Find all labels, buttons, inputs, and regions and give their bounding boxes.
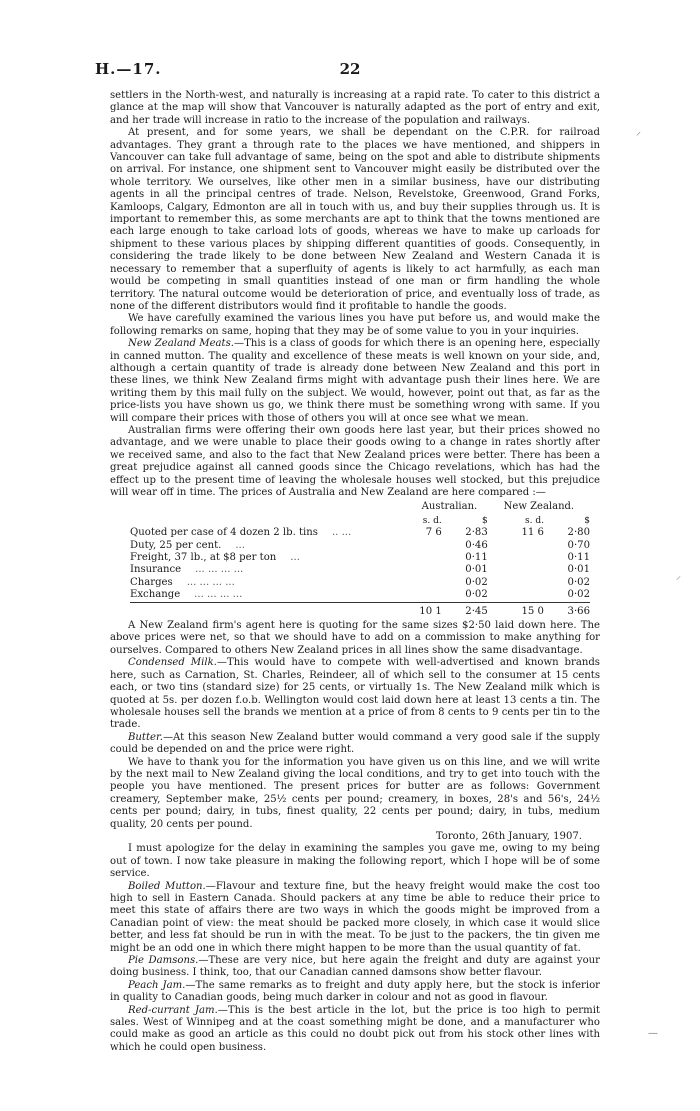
- margin-mark: ⸍: [636, 131, 641, 142]
- leader-dots: ... ... ... ...: [186, 576, 235, 588]
- table-body: [130, 527, 590, 602]
- table-cell: [488, 552, 544, 564]
- table-cell: 0·02: [465, 576, 488, 588]
- table-header-row: [130, 500, 590, 514]
- row-label: [130, 577, 411, 589]
- margin-mark: —: [648, 1028, 658, 1039]
- table-cell: [411, 577, 442, 589]
- section-title: Peach Jam.: [128, 979, 186, 991]
- leader-dots: ...: [290, 552, 300, 564]
- paragraph: [110, 1005, 600, 1055]
- table-cell: 0·02: [465, 589, 488, 601]
- paragraph: We have to thank you for the information you have given us on this line, and we will write by the next mail to New Zealand giving the local conditions, and try to get into touch with the people you have mentioned. The present prices for butter are as follows: Government creamery, September make, 25½ cents per pound; creamery, in boxes, 28's and 56's, 24½ cents per pound; dairy, in tubs, finest quality, 22 cents per pound; dairy, in tubs, medium quality, 20 cents per pound.: [110, 756, 600, 830]
- table-row: [130, 589, 590, 602]
- row-label-text: Insurance: [130, 564, 182, 576]
- table-cell: 0·46: [465, 539, 488, 551]
- row-label-text: Freight, 37 lb., at $8 per ton: [130, 552, 277, 564]
- table-cell: 0·02: [567, 589, 590, 601]
- unit-label: $: [482, 515, 488, 526]
- page-number: 22: [339, 60, 361, 78]
- table-row: [130, 540, 590, 552]
- paragraph: We have carefully examined the various lines you have put before us, and would make the following remarks on same, hoping that they may be of some value to you in your inquiries.: [110, 313, 600, 337]
- row-label-text: Charges: [130, 576, 173, 588]
- section-title: Red-currant Jam.: [128, 1004, 218, 1016]
- table-cell: 2·83: [465, 527, 488, 539]
- table-cell: 0·11: [567, 552, 590, 564]
- table-row: [130, 552, 590, 564]
- paragraph-text: —This is the best article in the lot, but the price is too high to permit sales. West of Winnipeg and at the coast something might be done, and a manufacturer who could make as good an article as this could no doubt pick out from his stock other lines with which he could open business.: [110, 1004, 600, 1053]
- paragraph: [110, 955, 600, 980]
- body-text: [110, 90, 600, 1054]
- paragraph: [110, 732, 600, 757]
- table-cell: 2·80: [567, 527, 590, 539]
- paragraph-text: —These are very nice, but here again the freight and duty are against your doing business. I think, too, that our Canadian canned damsons show better flavour.: [110, 955, 600, 979]
- table-cell: 0·01: [567, 564, 590, 576]
- paragraph: settlers in the North-west, and naturally is increasing at a rapid rate. To cater to this district a glance at the map will show that Vancouver is naturally adapted as the port of entry and exit, and her trade will increase in ratio to the increase of the population and railways.: [110, 90, 600, 126]
- leader-dots: ... ... ... ...: [195, 564, 244, 576]
- table-cell: [411, 540, 442, 552]
- table-total-row: [130, 602, 590, 618]
- table-cell: 0·02: [567, 576, 590, 588]
- table-cell: [411, 552, 442, 564]
- row-label: [130, 527, 411, 539]
- row-label: [130, 552, 411, 564]
- unit-label: s. d.: [525, 515, 544, 526]
- table-cell: 0·11: [465, 552, 488, 564]
- table-cell: 7 6: [425, 527, 442, 539]
- paragraph-text: —Flavour and texture fine, but the heavy freight would make the cost too high to sell in Eastern Canada. Should packers at any time be able to reduce their price to meet this state of affairs there are two ways in which the goods might be improved from a Canadian point of view: the meat should be packed more closely, in which case it would slice better, and less fat should be run in with the meat. To be just to the packers, the tin given me might be an odd one in which there might happen to be more than the usual quantity of fat.: [110, 880, 600, 954]
- table-row: [130, 577, 590, 589]
- paragraph: Australian firms were offering their own goods here last year, but their prices showed no advantage, and we were unable to place their goods owing to a change in rates shortly after we received same, and also to the fact that New Zealand prices were better. There has been a great prejudice against all canned goods since the Chicago revelations, which has had the effect up to the present time of leaving the wholesale houses well stocked, but this prejudice will wear off in time. The prices of Australia and New Zealand are here compared :—: [110, 424, 600, 498]
- table-cell: 11 6: [521, 527, 544, 539]
- paragraph: [110, 881, 600, 955]
- paragraph: [110, 338, 600, 425]
- unit-label: $: [584, 515, 590, 526]
- leader-dots: ... ... ... ...: [194, 589, 243, 601]
- row-label: [130, 589, 411, 602]
- paragraph-text: —This is a class of goods for which there is an opening here, especially in canned mutton. The quality and excellence of these meats is well known on your side, and, although a certain quantity of trade is already done between New Zealand and this port in these lines, we think New Zealand firms might with advantage push their lines here. We are writing them by this mail fully on the subject. We would, however, point out that, as far as the price-lists you have shown us go, we think there must be something wrong with same. If you will compare their prices with those of others you will at once see what we mean.: [110, 338, 600, 424]
- table-cell: 15 0: [488, 602, 544, 618]
- paragraph-text: —The same remarks as to freight and duty apply here, but the stock is inferior in quality to Canadian goods, being much darker in colour and not as good in flavour.: [110, 979, 600, 1004]
- report-reference: H.—17.: [95, 60, 162, 78]
- table-cell: [488, 564, 544, 576]
- section-title: Condensed Milk.: [128, 657, 217, 669]
- table-cell: 0·01: [465, 564, 488, 576]
- table-cell: [488, 540, 544, 552]
- table-cell: 0·70: [567, 539, 590, 551]
- section-title: Pie Damsons.: [128, 955, 199, 967]
- row-label: [130, 540, 411, 552]
- paragraph: [110, 657, 600, 731]
- paragraph: I must apologize for the delay in examining the samples you gave me, owing to my being out of town. I now take pleasure in making the following report, which I hope will be of some service.: [110, 843, 600, 880]
- table-cell: [488, 589, 544, 602]
- leader-dots: ...: [235, 539, 245, 551]
- paragraph: At present, and for some years, we shall be dependant on the C.P.R. for railroad advantages. They grant a through rate to the places we have mentioned, and shippers in Vancouver can take full advantage of same, being on the spot and able to distribute shipments on arrival. For instance, one shipment sent to Vancouver might easily be distributed over the whole territory. We ourselves, like other men in a similar business, have our distributing agents in all the principal centres of trade. Nelson, Revelstoke, Greenwood, Grand Forks, Kamloops, Calgary, Edmonton are all in touch with us, and buy their supplies through us. It is important to remember this, as some merchants are apt to think that the towns mentioned are each large enough to take carload lots of goods, whereas we have to make up carloads for shipment to these various places by shipping different quantities of goods. Consequently, in considering the trade likely to be done between New Zealand and Western Canada it is necessary to remember that a superfluity of agents is likely to act harmfully, as each man would be competing in small quantities instead of one man or firm handling the whole territory. The natural outcome would be deterioration of price, and eventually loss of trade, as none of the different distributors would find it profitable to handle the goods.: [110, 127, 600, 312]
- column-header-new-zealand: New Zealand.: [503, 501, 575, 513]
- section-title: New Zealand Meats.: [128, 338, 235, 350]
- unit-label: s. d.: [422, 515, 442, 526]
- row-label-text: Duty, 25 per cent.: [130, 539, 222, 551]
- paragraph-text: —At this season New Zealand butter would command a very good sale if the supply could be depended on and the price were right.: [110, 731, 600, 756]
- table-units-row: [130, 515, 590, 527]
- leader-dots: .. ...: [331, 527, 352, 539]
- paragraph-text: —This would have to compete with well-advertised and known brands here, such as Carnation, St. Charles, Reindeer, all of which sell to the consumer at 15 cents each, or two tins (standard size) for 25 cents, or virtually 1s. The New Zealand milk which is quoted at 5s. per dozen f.o.b. Wellington would cost laid down here at least 13 cents a tin. The wholesale houses sell the brands we mention at a price of from 8 cents to 9 cents per tin to the trade.: [110, 657, 600, 731]
- row-label-text: Quoted per case of 4 dozen 2 lb. tins: [130, 527, 318, 539]
- row-label: [130, 564, 411, 576]
- section-title: Butter.: [128, 731, 163, 743]
- table-row: [130, 564, 590, 576]
- table-cell: [411, 589, 442, 602]
- table-row: [130, 527, 590, 539]
- price-comparison-table: [130, 500, 590, 618]
- page-header: [95, 60, 605, 80]
- table-cell: 3·66: [544, 602, 590, 618]
- dateline: Toronto, 26th January, 1907.: [435, 830, 582, 842]
- table-cell: [411, 564, 442, 576]
- table-cell: 10 1: [411, 602, 442, 618]
- table-cell: 2·45: [442, 602, 488, 618]
- margin-mark: ⸝: [676, 571, 681, 582]
- section-title: Boiled Mutton.: [128, 880, 206, 892]
- row-label-text: Exchange: [130, 589, 181, 601]
- table-cell: [488, 577, 544, 589]
- paragraph: A New Zealand firm's agent here is quoting for the same sizes $2·50 laid down here. The above prices were net, so that we should have to add on a commission to make anything for ourselves. Compared to others New Zealand prices in all lines show the same disadvantage.: [110, 620, 600, 656]
- column-header-australian: Australian.: [421, 501, 478, 513]
- paragraph: [110, 980, 600, 1005]
